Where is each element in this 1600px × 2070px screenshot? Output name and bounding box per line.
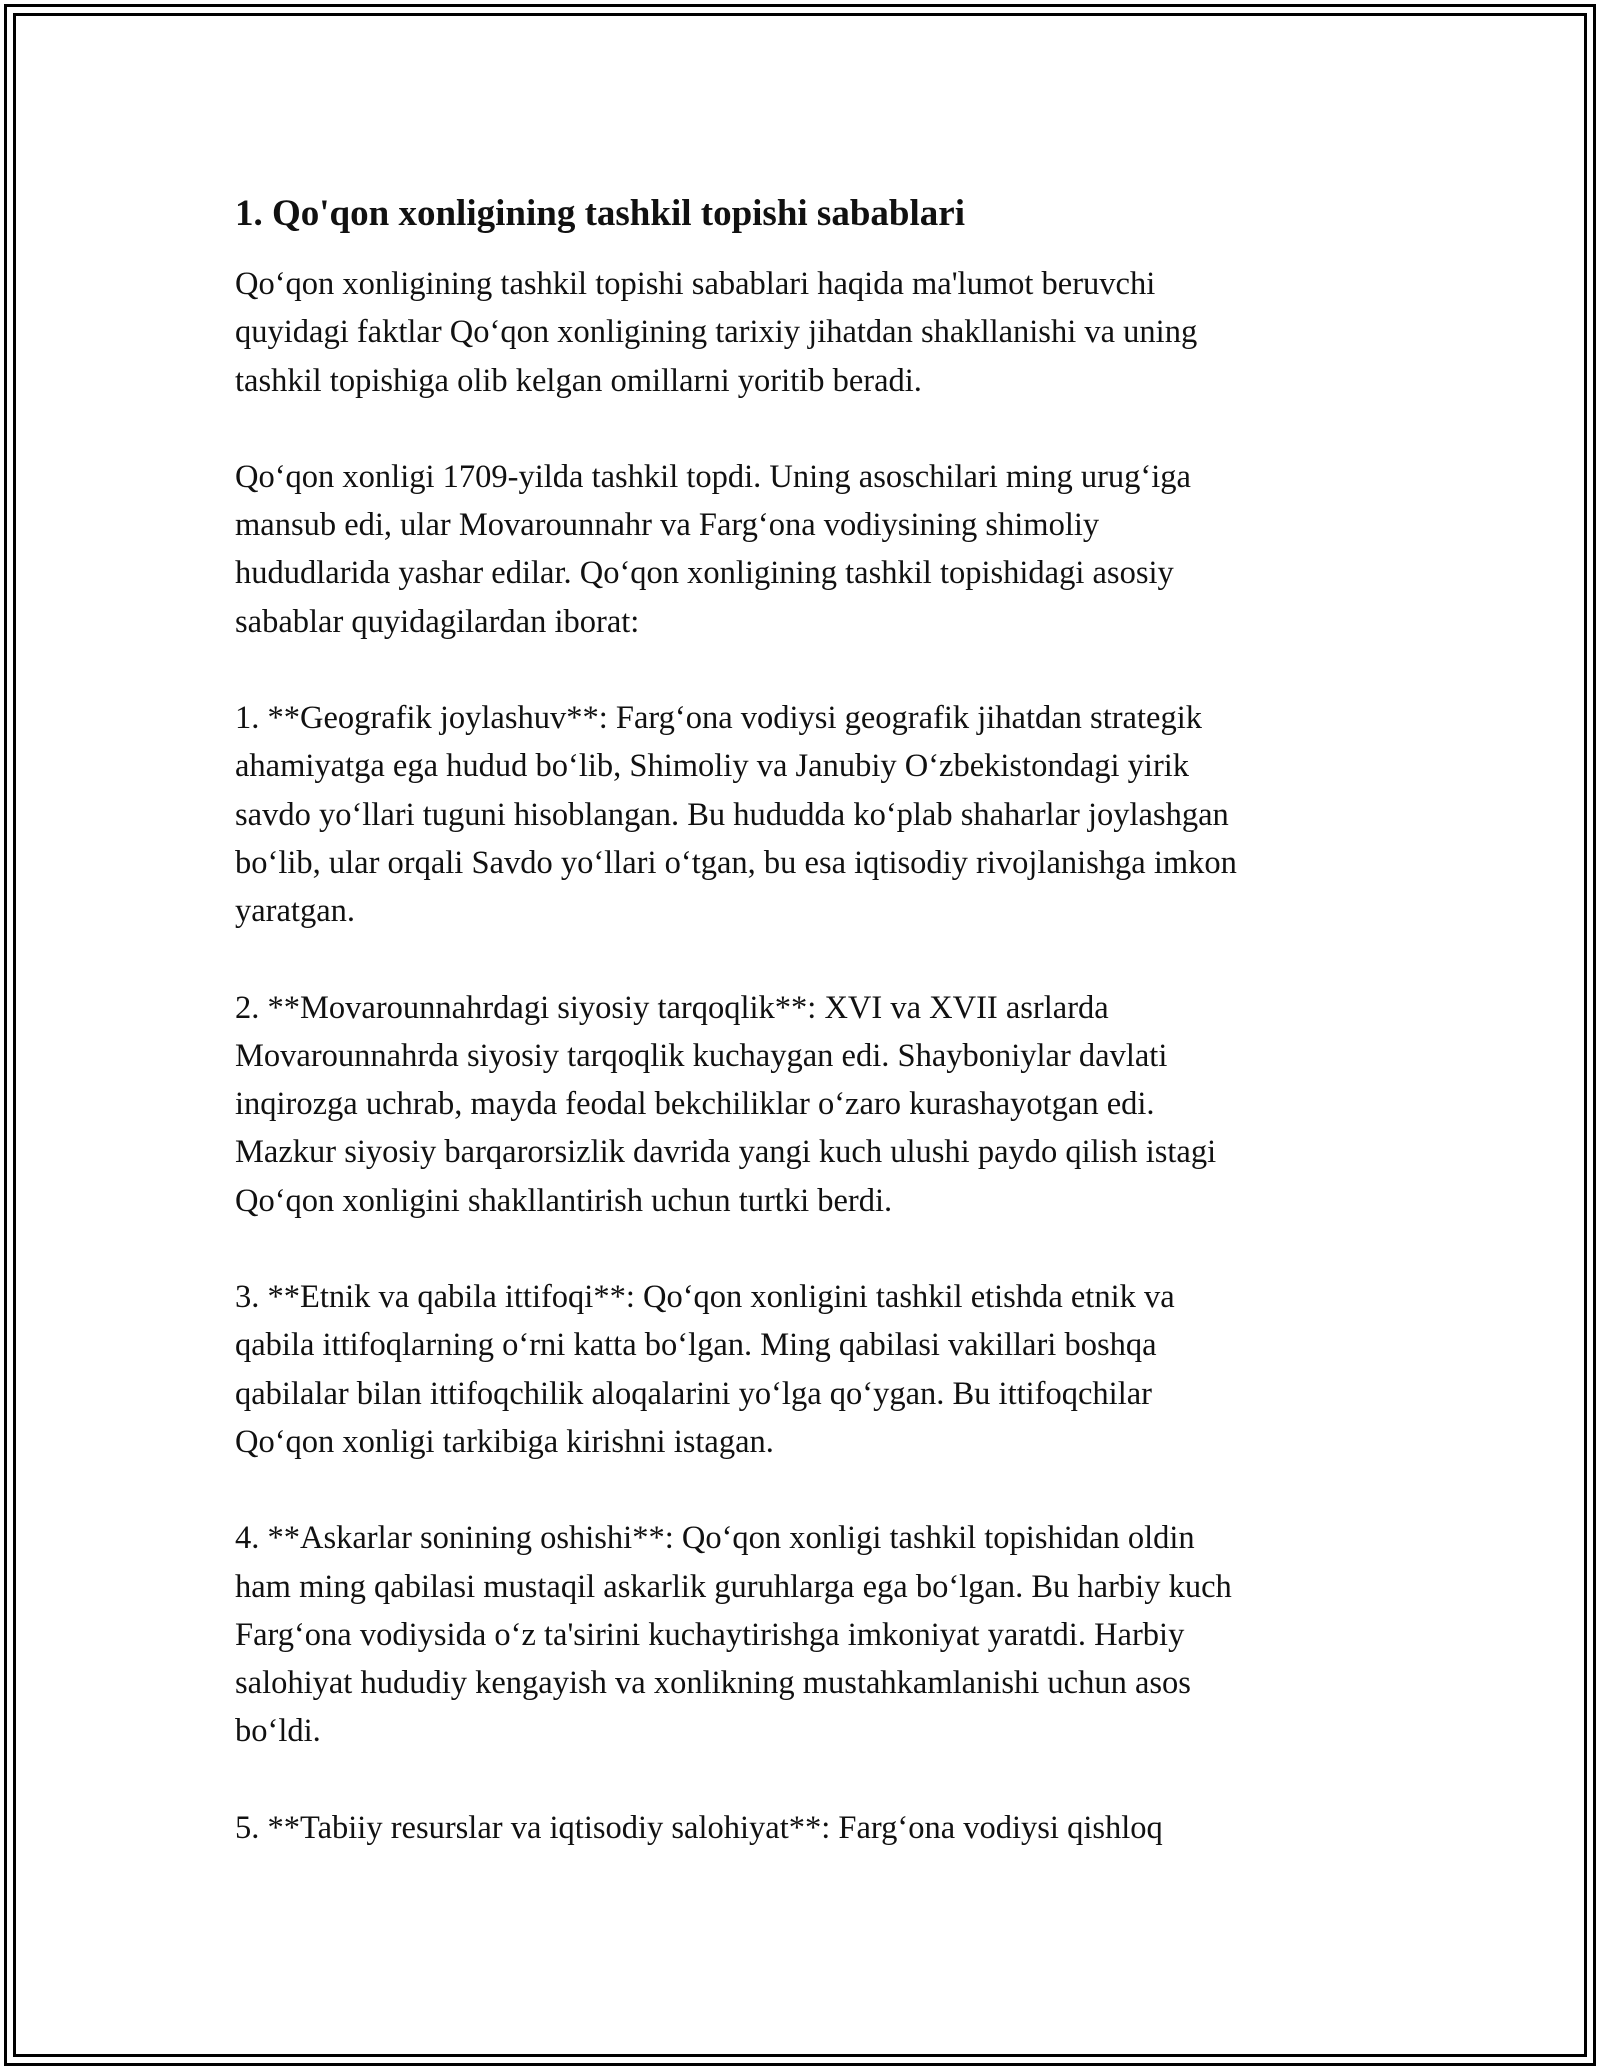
paragraph-line: hududlarida yashar edilar. Qo‘qon xonligining tashkil topishidagi asosiy — [235, 555, 1174, 592]
paragraph-line: bo‘ldi. — [235, 1713, 321, 1750]
paragraph-line: 1. **Geografik joylashuv**: Farg‘ona vodiysi geografik jihatdan strategik — [235, 700, 1202, 737]
paragraph-line: ahamiyatga ega hudud bo‘lib, Shimoliy va Janubiy O‘zbekistondagi yirik — [235, 748, 1190, 785]
paragraph-line: yaratgan. — [235, 893, 356, 930]
paragraph-line: Qo‘qon xonligini shakllantirish uchun turtki berdi. — [235, 1182, 893, 1219]
paragraph — [235, 1804, 1385, 1852]
paragraph-line: Movarounnahrda siyosiy tarqoqlik kuchaygan edi. Shayboniylar davlati — [235, 1037, 1168, 1074]
paragraph-line: savdo yo‘llari tuguni hisoblangan. Bu hududda ko‘plab shaharlar joylashgan — [235, 796, 1229, 833]
paragraph-line: ham ming qabilasi mustaqil askarlik guruhlarga ega bo‘lgan. Bu harbiy kuch — [235, 1568, 1232, 1605]
paragraph — [235, 1273, 1385, 1466]
paragraph-line: Mazkur siyosiy barqarorsizlik davrida yangi kuch ulushi paydo qilish istagi — [235, 1134, 1217, 1171]
paragraph-line: qabilalar bilan ittifoqchilik aloqalarini yo‘lga qo‘ygan. Bu ittifoqchilar — [235, 1375, 1152, 1412]
section-heading: 1. Qo'qon xonligining tashkil topishi sabablari — [235, 193, 965, 234]
paragraph-list — [235, 260, 1385, 1852]
paragraph-line: Qo‘qon xonligi tarkibiga kirishni istagan. — [235, 1423, 774, 1460]
paragraph — [235, 694, 1385, 935]
paragraph-line: bo‘lib, ular orqali Savdo yo‘llari o‘tgan, bu esa iqtisodiy rivojlanishga imkon — [235, 844, 1237, 881]
paragraph — [235, 260, 1385, 405]
paragraph-line: Farg‘ona vodiysida o‘z ta'sirini kuchaytirishga imkoniyat yaratdi. Harbiy — [235, 1616, 1185, 1653]
paragraph-line: 2. **Movarounnahrdagi siyosiy tarqoqlik**: XVI va XVII asrlarda — [235, 989, 1109, 1026]
document-body — [235, 190, 1385, 1900]
paragraph — [235, 984, 1385, 1225]
paragraph-line: sabablar quyidagilardan iborat: — [235, 603, 640, 640]
paragraph-line: 4. **Askarlar sonining oshishi**: Qo‘qon xonligi tashkil topishidan oldin — [235, 1520, 1195, 1557]
paragraph-line: mansub edi, ular Movarounnahr va Farg‘ona vodiysining shimoliy — [235, 507, 1100, 544]
paragraph-line: tashkil topishiga olib kelgan omillarni yoritib beradi. — [235, 362, 922, 399]
paragraph-line: Qo‘qon xonligining tashkil topishi sabablari haqida ma'lumot beruvchi — [235, 266, 1156, 302]
paragraph-line: quyidagi faktlar Qo‘qon xonligining tarixiy jihatdan shakllanishi va uning — [235, 314, 1198, 351]
paragraph-line: salohiyat hududiy kengayish va xonlikning mustahkamlanishi uchun asos — [235, 1665, 1191, 1702]
paragraph — [235, 1514, 1385, 1755]
paragraph-line: qabila ittifoqlarning o‘rni katta bo‘lgan. Ming qabilasi vakillari boshqa — [235, 1327, 1157, 1364]
paragraph-line: Qo‘qon xonligi 1709-yilda tashkil topdi. Uning asoschilari ming urug‘iga — [235, 458, 1191, 495]
paragraph-line: 3. **Etnik va qabila ittifoqi**: Qo‘qon xonligini tashkil etishda etnik va — [235, 1279, 1175, 1316]
paragraph-line: inqirozga uchrab, mayda feodal bekchiliklar o‘zaro kurashayotgan edi. — [235, 1086, 1155, 1123]
paragraph-line: 5. **Tabiiy resurslar va iqtisodiy salohiyat**: Farg‘ona vodiysi qishloq — [235, 1809, 1163, 1846]
paragraph — [235, 453, 1385, 646]
